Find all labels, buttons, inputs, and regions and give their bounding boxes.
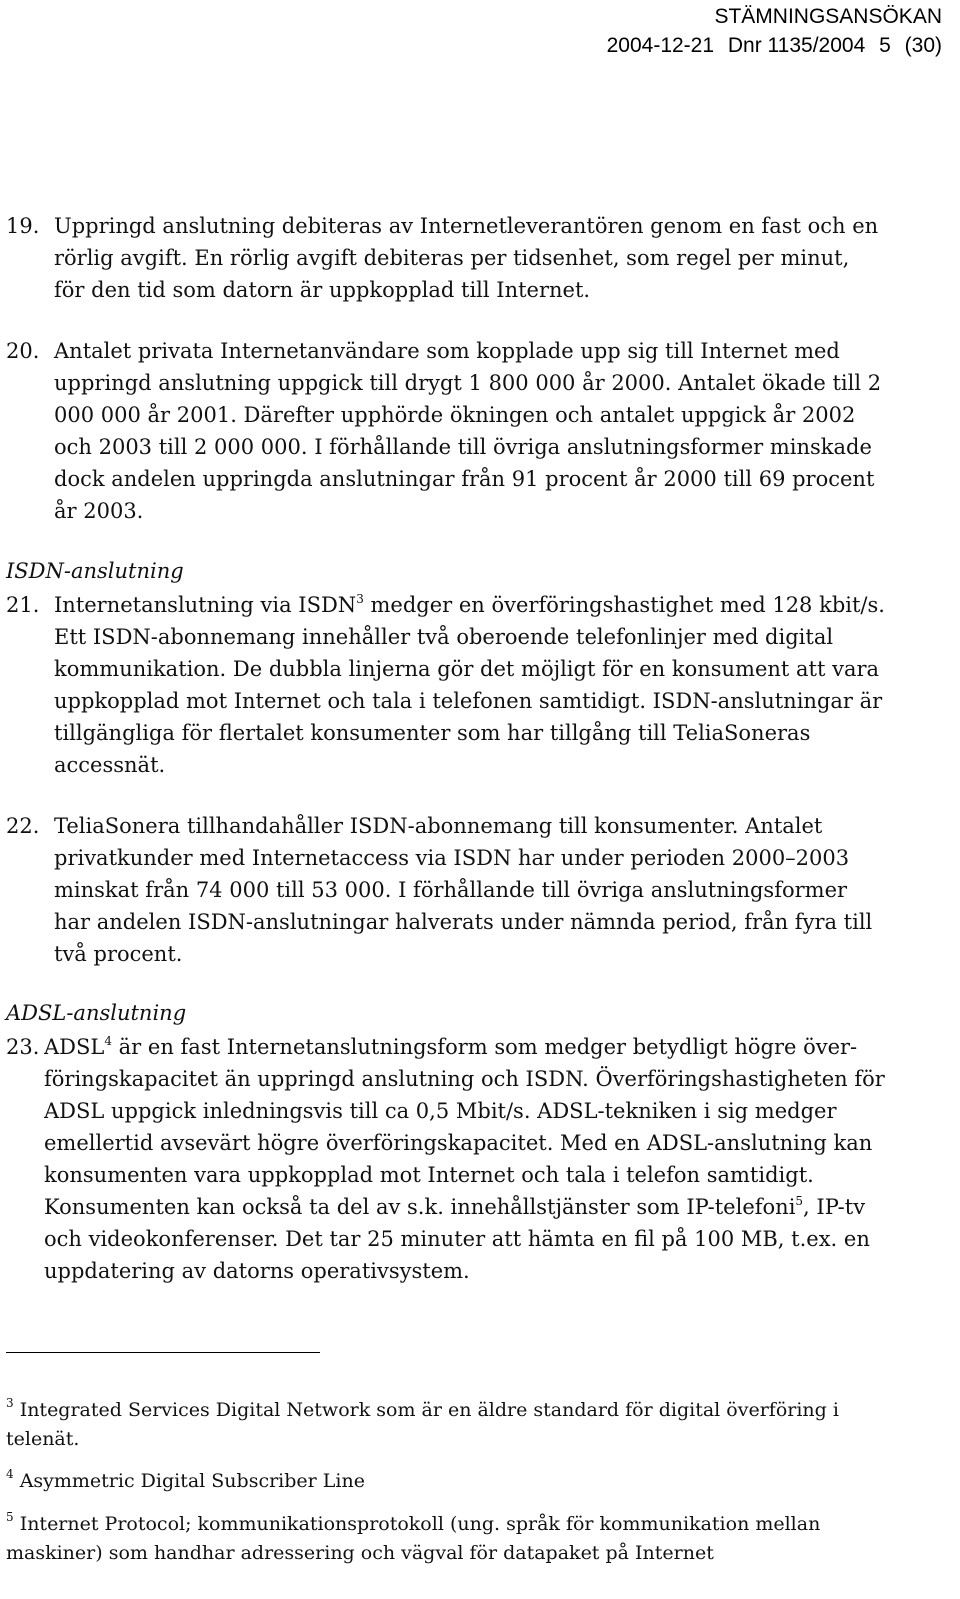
text-segment: medger en överföringshastighet med 128 kbit/s. Ett ISDN-abonnemang innehåller två oberoende telefonlinjer med digital kommunikation. De dubbla linjerna gör det möjligt för en konsument att vara uppkopplad mot Internet och tala i telefonen samtidigt. ISDN-anslutningar är tillgängliga för flertalet konsumenter som har tillgång till TeliaSoneras accessnät. xyxy=(54,593,885,777)
section-heading-isdn: ISDN-anslutning xyxy=(6,559,184,583)
section-heading-adsl: ADSL-anslutning xyxy=(6,1001,187,1025)
paragraph-number: 20. xyxy=(6,339,40,363)
footnote-4 xyxy=(6,1467,886,1496)
footnote-number: 5 xyxy=(6,1510,14,1524)
footnote-separator xyxy=(6,1352,320,1353)
header-meta xyxy=(607,31,942,60)
paragraph-number: 22. xyxy=(6,814,40,838)
page-number: 5 xyxy=(879,34,891,57)
paragraph-text: TeliaSonera tillhandahåller ISDN-abonnemang till konsumenter. Antalet privatkunder med Internetaccess via ISDN har under perioden 2000–2003 minskat från 74 000 till 53 000. I förhållande till övriga anslutningsformer har andelen ISDN-anslutningar halverats under nämnda period, från fyra till två procent. xyxy=(54,814,873,966)
footnote-3 xyxy=(6,1396,886,1454)
text-segment: ADSL xyxy=(44,1035,105,1059)
footnote-text: Internet Protocol; kommunikationsprotokoll (ung. språk för kommunikation mellan maskiner) som handhar adressering och vägval för datapaket på Internet xyxy=(6,1513,821,1564)
footnote-number: 3 xyxy=(6,1396,14,1410)
footnote-5 xyxy=(6,1510,886,1568)
paragraph-text: Uppringd anslutning debiteras av Internetleverantören genom en fast och en rörlig avgift. En rörlig avgift debiteras per tidsenhet, som regel per minut, för den tid som datorn är uppkopplad till Internet. xyxy=(54,214,879,302)
paragraph-text xyxy=(6,1031,886,1287)
paragraph-22 xyxy=(6,810,886,970)
page-header xyxy=(607,0,942,60)
paragraph-number: 21. xyxy=(6,593,40,617)
text-segment: Internetanslutning via ISDN xyxy=(54,593,357,617)
paragraph-number: 23. xyxy=(6,1035,40,1059)
paragraph-23 xyxy=(6,1031,886,1287)
paragraph-21 xyxy=(6,589,886,781)
footnote-ref[interactable]: 4 xyxy=(104,1034,112,1048)
footnote-ref[interactable]: 3 xyxy=(356,592,364,606)
footnote-text: Asymmetric Digital Subscriber Line xyxy=(19,1470,365,1492)
footnote-number: 4 xyxy=(6,1467,14,1481)
text-segment: är en fast Internetanslutningsform som medger betydligt högre över-föringskapacitet än uppringd anslutning och ISDN. Överföringshastigheten för ADSL uppgick inledningsvis till ca 0,5 Mbit/s. ADSL-tekniken i sig medger emellertid avsevärt högre överföringskapacitet. Med en ADSL-anslutning kan konsumenten vara uppkopplad mot Internet och tala i telefon samtidigt. Konsumenten kan också ta del av s.k. innehållstjänster som IP-telefoni xyxy=(44,1035,885,1219)
paragraph-20 xyxy=(6,335,886,527)
page-total: (30) xyxy=(904,34,942,57)
paragraph-19 xyxy=(6,210,886,306)
case-number: Dnr 1135/2004 xyxy=(727,34,866,57)
footnote-text: Integrated Services Digital Network som är en äldre standard för digital överföring i telenät. xyxy=(6,1399,839,1450)
paragraph-text: Antalet privata Internetanvändare som kopplade upp sig till Internet med uppringd anslutning uppgick till drygt 1 800 000 år 2000. Antalet ökade till 2 000 000 år 2001. Därefter upphörde ökningen och antalet uppgick år 2002 och 2003 till 2 000 000. I förhållande till övriga anslutningsformer minskade dock andelen uppringda anslutningar från 91 procent år 2000 till 69 procent år 2003. xyxy=(54,339,882,523)
paragraph-number: 19. xyxy=(6,214,40,238)
text-segment: , IP-tv och videokonferenser. Det tar 25 minuter att hämta en fil på 100 MB, t.ex. en uppdatering av datorns operativsystem. xyxy=(44,1195,870,1283)
document-date: 2004-12-21 xyxy=(606,34,715,57)
document-type: STÄMNINGSANSÖKAN xyxy=(714,5,942,28)
footnote-ref[interactable]: 5 xyxy=(795,1194,804,1208)
paragraph-text xyxy=(6,589,886,781)
